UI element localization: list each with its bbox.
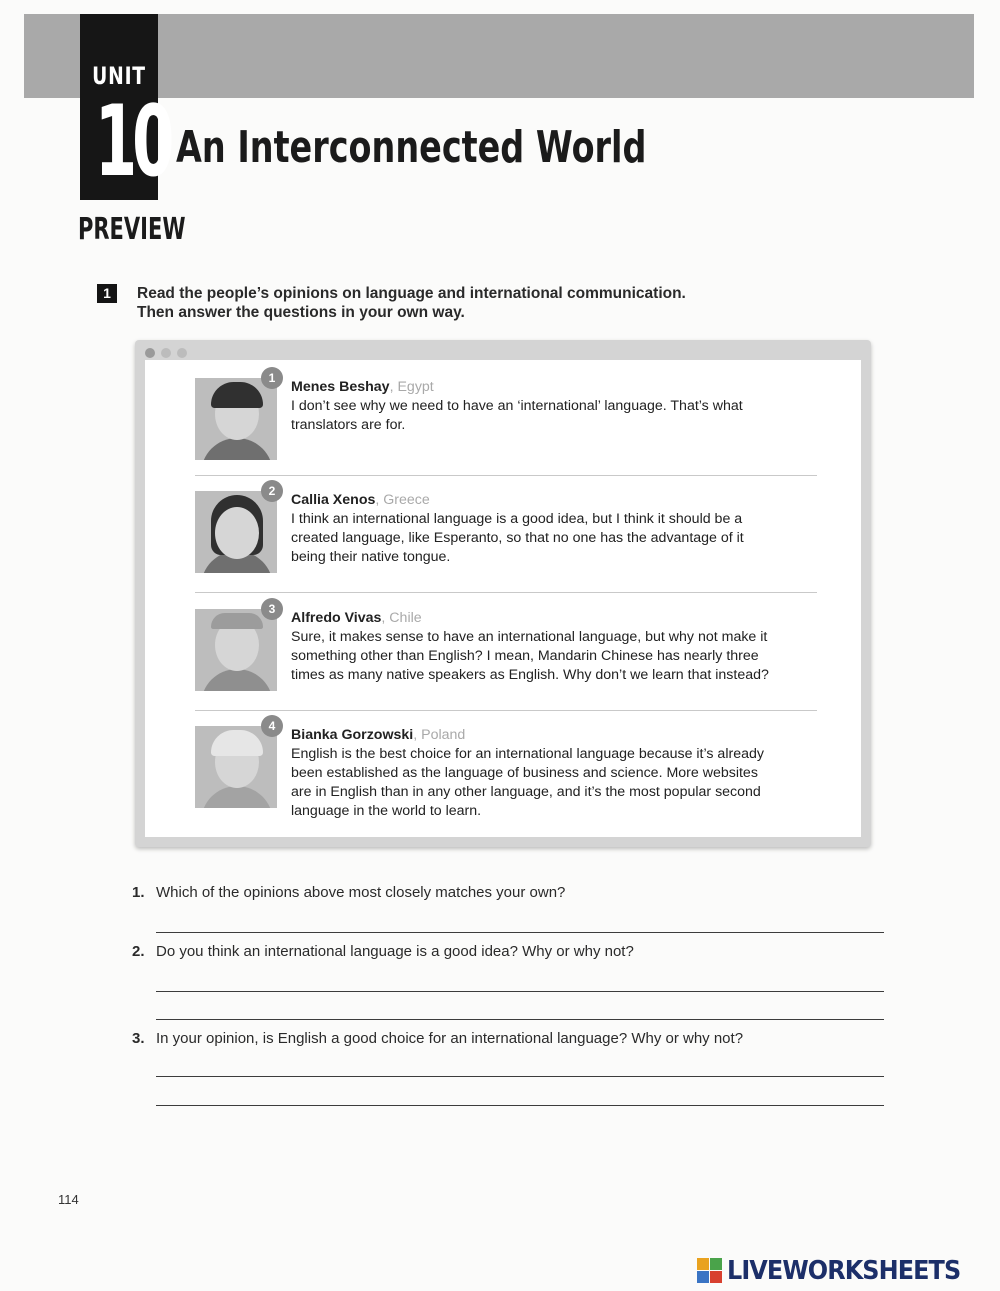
- opinion-number-badge: 4: [261, 715, 283, 737]
- opinion-line: are in English than in any other language, and it’s the most popular second: [291, 784, 761, 800]
- question-text: Which of the opinions above most closely matches your own?: [156, 884, 566, 901]
- window-dot-icon: [161, 348, 171, 358]
- page-number: 114: [58, 1192, 79, 1207]
- opinion-number-badge: 1: [261, 367, 283, 389]
- person-country: , Poland: [413, 727, 466, 743]
- person-name: Alfredo Vivas: [291, 610, 382, 626]
- answer-line[interactable]: [156, 991, 884, 992]
- opinion-line: language in the world to learn.: [291, 803, 482, 819]
- question-number: 3.: [132, 1030, 145, 1047]
- opinions-content: [145, 360, 861, 837]
- opinion-line: been established as the language of business and science. More websites: [291, 765, 758, 781]
- opinions-panel: [135, 340, 871, 847]
- opinion-line: I don’t see why we need to have an ‘international’ language. That’s what: [291, 398, 743, 414]
- avatar: [195, 726, 277, 808]
- avatar: [195, 609, 277, 691]
- person-name: Bianka Gorzowski: [291, 727, 414, 743]
- avatar: [195, 491, 277, 573]
- answer-line[interactable]: [156, 1019, 884, 1020]
- opinion-line: English is the best choice for an international language because it’s already: [291, 746, 764, 762]
- opinion-line: being their native tongue.: [291, 549, 451, 565]
- person-country: , Greece: [375, 492, 430, 508]
- window-dot-icon: [145, 348, 155, 358]
- divider: [195, 710, 817, 711]
- unit-label: UNIT: [92, 62, 146, 90]
- question-2: [132, 943, 634, 960]
- avatar: [195, 378, 277, 460]
- opinion-line: created language, like Esperanto, so that no one has the advantage of it: [291, 530, 744, 546]
- divider: [195, 475, 817, 476]
- window-dot-icon: [177, 348, 187, 358]
- opinion-number-badge: 3: [261, 598, 283, 620]
- instruction-line: Read the people’s opinions on language and international communication.: [137, 285, 686, 302]
- instruction-line: Then answer the questions in your own way.: [137, 304, 465, 321]
- question-text: In your opinion, is English a good choice for an international language? Why or why not?: [156, 1030, 744, 1047]
- opinion-text: [291, 491, 831, 567]
- opinion-line: times as many native speakers as English. Why don’t we learn that instead?: [291, 667, 769, 683]
- opinion-line: something other than English? I mean, Mandarin Chinese has nearly three: [291, 648, 759, 664]
- person-country: , Chile: [381, 610, 422, 626]
- opinion-line: I think an international language is a good idea, but I think it should be a: [291, 511, 743, 527]
- answer-line[interactable]: [156, 1076, 884, 1077]
- opinion-number-badge: 2: [261, 480, 283, 502]
- page-title: An Interconnected World: [176, 122, 647, 173]
- question-3: [132, 1030, 743, 1047]
- opinion-text: [291, 378, 831, 435]
- liveworksheets-logo[interactable]: [697, 1256, 981, 1286]
- question-text: Do you think an international language is a good idea? Why or why not?: [156, 943, 634, 960]
- person-name: Menes Beshay: [291, 379, 390, 395]
- unit-block: [80, 14, 170, 200]
- section-label: PREVIEW: [78, 212, 186, 247]
- answer-line[interactable]: [156, 1105, 884, 1106]
- question-1: [132, 884, 565, 901]
- divider: [195, 592, 817, 593]
- logo-tiles-icon: [697, 1258, 723, 1284]
- logo-text: LIVEWORKSHEETS: [727, 1256, 961, 1286]
- question-number: 1.: [132, 884, 145, 901]
- exercise-number: 1: [97, 284, 117, 303]
- exercise-instructions: [137, 284, 686, 322]
- opinion-line: translators are for.: [291, 417, 406, 433]
- question-number: 2.: [132, 943, 145, 960]
- opinion-line: Sure, it makes sense to have an international language, but why not make it: [291, 629, 768, 645]
- opinion-text: [291, 726, 831, 821]
- person-name: Callia Xenos: [291, 492, 376, 508]
- opinion-text: [291, 609, 831, 685]
- answer-line[interactable]: [156, 932, 884, 933]
- unit-number: 10: [94, 85, 170, 199]
- person-country: , Egypt: [389, 379, 434, 395]
